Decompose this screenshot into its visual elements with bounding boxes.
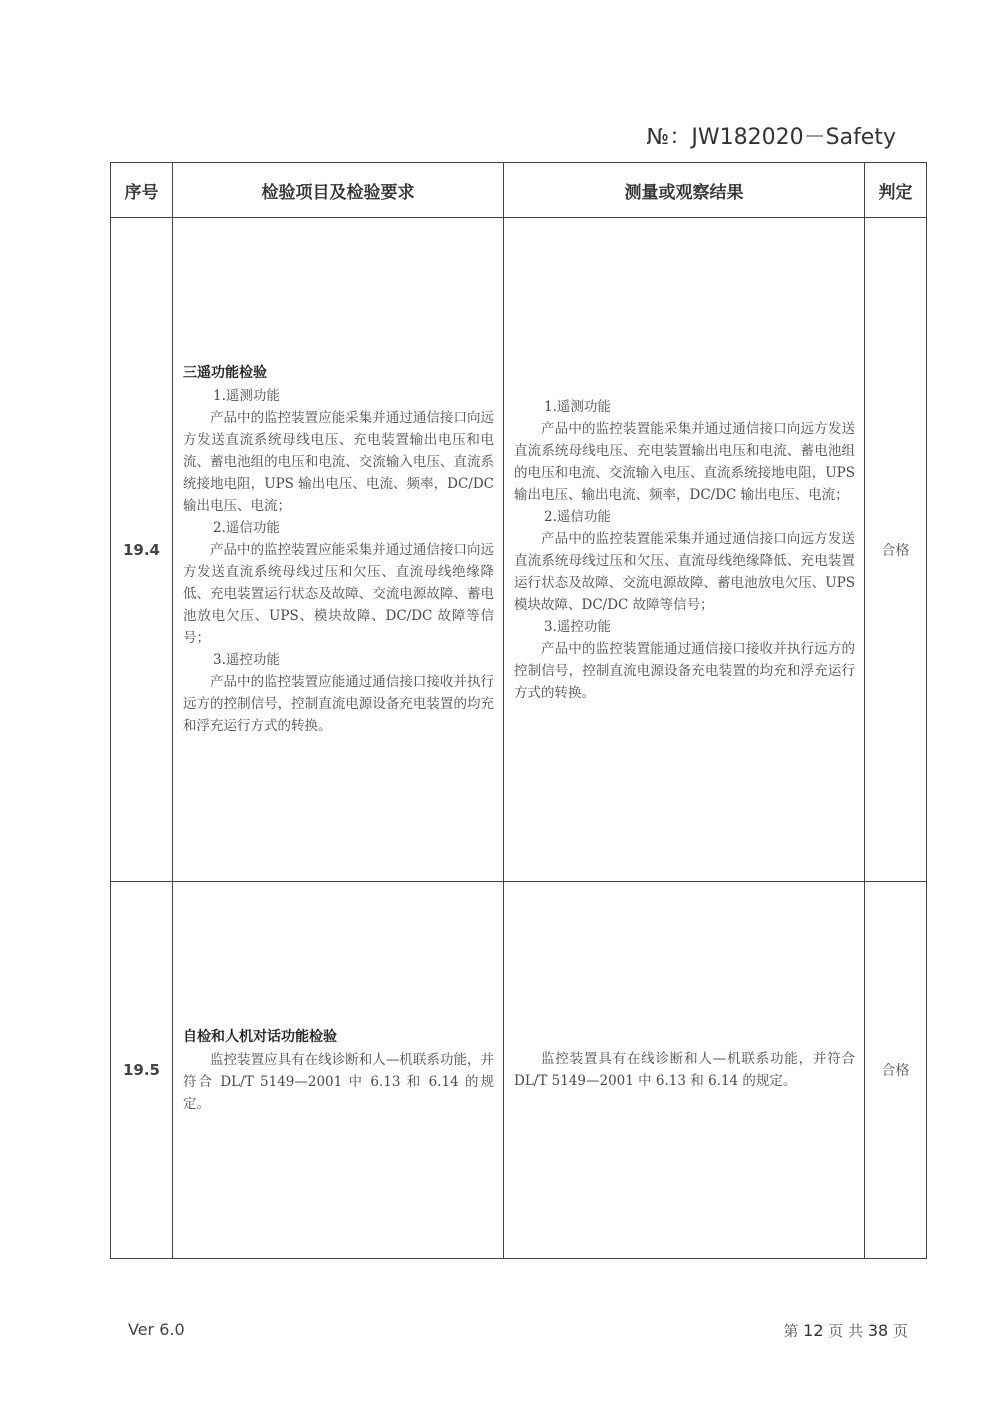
page-counter bbox=[783, 1320, 908, 1341]
requirement-subheading: 2.遥信功能 bbox=[213, 520, 280, 536]
requirement-paragraph: 产品中的监控装置应能采集并通过通信接口向远方发送直流系统母线电压、充电装置输出电压和电流、蓄电池组的电压和电流、交流输入电压、直流系统接地电阻，UPS 输出电压、电流、频率，DC/DC 输出电压、电流； bbox=[183, 410, 494, 514]
result-subheading: 1.遥测功能 bbox=[544, 398, 611, 415]
requirement-content bbox=[173, 1026, 503, 1115]
page-current: 12 bbox=[803, 1321, 824, 1340]
header-result: 测量或观察结果 bbox=[504, 163, 865, 218]
row-result bbox=[504, 882, 865, 1259]
document-number: №：JW182020－Safety bbox=[646, 125, 896, 150]
result-content bbox=[504, 396, 864, 704]
table-row bbox=[111, 218, 927, 882]
section-title: 三遥功能检验 bbox=[183, 365, 267, 381]
requirement-paragraph: 产品中的监控装置应能采集并通过通信接口向远方发送直流系统母线过压和欠压、直流母线绝缘降低、充电装置运行状态及故障、交流电源故障、蓄电池放电欠压、UPS、模块故障、DC/DC 故障等信号； bbox=[183, 542, 494, 646]
table-header-row bbox=[111, 163, 927, 218]
page-suffix: 页 bbox=[892, 1322, 908, 1340]
row-seq: 19.4 bbox=[111, 218, 173, 882]
row-verdict: 合格 bbox=[865, 882, 927, 1259]
version-label: Ver 6.0 bbox=[128, 1320, 185, 1339]
row-verdict: 合格 bbox=[865, 218, 927, 882]
result-subheading: 3.遥控功能 bbox=[544, 618, 611, 635]
header-verdict: 判定 bbox=[865, 163, 927, 218]
section-title: 自检和人机对话功能检验 bbox=[183, 1028, 337, 1045]
header-item: 检验项目及检验要求 bbox=[173, 163, 504, 218]
result-paragraph: 产品中的监控装置能通过通信接口接收并执行远方的控制信号，控制直流电源设备充电装置的均充和浮充运行方式的转换。 bbox=[514, 640, 855, 701]
requirement-paragraph: 监控装置应具有在线诊断和人—机联系功能，并符合 DL/T 5149—2001 中 6.13 和 6.14 的规定。 bbox=[183, 1051, 494, 1112]
page-total: 38 bbox=[867, 1321, 889, 1340]
table-row bbox=[111, 882, 927, 1259]
requirement-paragraph: 产品中的监控装置应能通过通信接口接收并执行远方的控制信号，控制直流电源设备充电装置的均充和浮充运行方式的转换。 bbox=[183, 674, 494, 734]
requirement-subheading: 1.遥测功能 bbox=[213, 388, 280, 404]
row-requirement bbox=[173, 218, 504, 882]
result-subheading: 2.遥信功能 bbox=[544, 508, 611, 525]
page-mid: 页 共 bbox=[828, 1322, 864, 1340]
row-requirement bbox=[173, 882, 504, 1259]
result-content bbox=[504, 1048, 864, 1092]
header-seq: 序号 bbox=[111, 163, 173, 218]
page-prefix: 第 bbox=[783, 1322, 799, 1340]
requirement-subheading: 3.遥控功能 bbox=[213, 652, 280, 668]
row-result bbox=[504, 218, 865, 882]
row-seq: 19.5 bbox=[111, 882, 173, 1259]
result-paragraph: 产品中的监控装置能采集并通过通信接口向远方发送直流系统母线电压、充电装置输出电压和电流、蓄电池组的电压和电流、交流输入电压、直流系统接地电阻，UPS 输出电压、输出电流、频率，DC/DC 输出电压、电流； bbox=[514, 420, 855, 503]
requirement-content bbox=[173, 362, 503, 737]
inspection-table bbox=[110, 162, 927, 1259]
result-paragraph: 产品中的监控装置能采集并通过通信接口向远方发送直流系统母线过压和欠压、直流母线绝缘降低、充电装置运行状态及故障、交流电源故障、蓄电池放电欠压、UPS 模块故障、DC/DC 故障等信号； bbox=[514, 530, 855, 613]
result-paragraph: 监控装置具有在线诊断和人—机联系功能，并符合 DL/T 5149—2001 中 6.13 和 6.14 的规定。 bbox=[514, 1051, 855, 1089]
